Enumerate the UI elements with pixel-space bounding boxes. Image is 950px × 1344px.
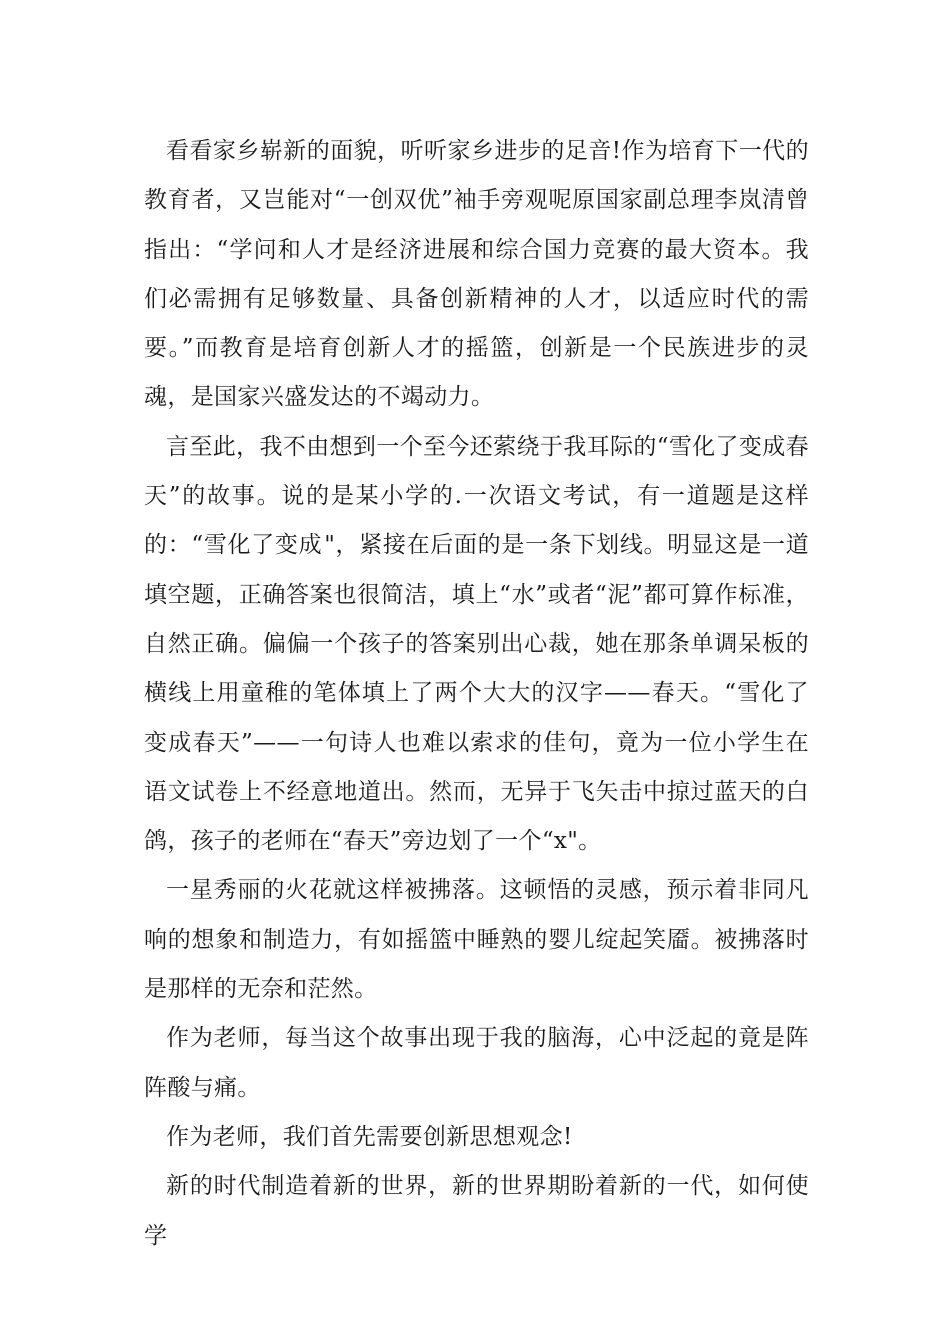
paragraph-4-text: 作为老师，每当这个故事出现于我的脑海，心中泛起的竟是阵阵酸与痛。: [144, 1025, 809, 1101]
paragraph-2-text-after-blank: "，紧接在后面的是一条下划线。明显这是一道填空题，正确答案也很简洁，填上“水”或者“泥”都可算作标准，自然正确。偏偏一个孩子的答案别出心裁，她在那条单调呆板的横线上用童稚的笔体填上了两个大大的汉字——春天。“雪化了变成春天”——一句诗人也难以索求的佳句，竟为一位小学生在语文试卷上不经意地道出。然而，无异于飞矢击中掠过蓝天的白鸽，孩子的老师在“春天”旁边划了一个“x"。: [144, 532, 809, 855]
paragraph-6-text: 新的时代制造着新的世界，新的世界期盼着新的一代，如何使学: [144, 1173, 809, 1249]
paragraph-2-text-before-blank: 言至此，我不由想到一个至今还萦绕于我耳际的“雪化了变成春天”的故事。说的是某小学的.一次语文考试，有一道题是这样的：“雪化了变成: [144, 433, 809, 559]
paragraph-2: [144, 423, 809, 867]
paragraph-1: [144, 127, 809, 423]
paragraph-5: [144, 1113, 809, 1162]
document-body: [144, 127, 809, 1261]
paragraph-1-text: 看看家乡崭新的面貌，听听家乡进步的足音!作为培育下一代的教育者，又岂能对“一创双优”袖手旁观呢原国家副总理李岚清曾指出：“学问和人才是经济进展和综合国力竞赛的最大资本。我们必需拥有足够数量、具备创新精神的人才，以适应时代的需要。”而教育是培育创新人才的摇篮，创新是一个民族进步的灵魂，是国家兴盛发达的不竭动力。: [144, 138, 809, 411]
paragraph-3-text: 一星秀丽的火花就这样被拂落。这顿悟的灵感，预示着非同凡响的想象和制造力，有如摇篮中睡熟的婴儿绽起笑靥。被拂落时是那样的无奈和茫然。: [144, 877, 809, 1003]
paragraph-5-text: 作为老师，我们首先需要创新思想观念!: [166, 1123, 573, 1150]
paragraph-3: [144, 866, 809, 1014]
paragraph-6: [144, 1162, 809, 1261]
paragraph-4: [144, 1014, 809, 1113]
